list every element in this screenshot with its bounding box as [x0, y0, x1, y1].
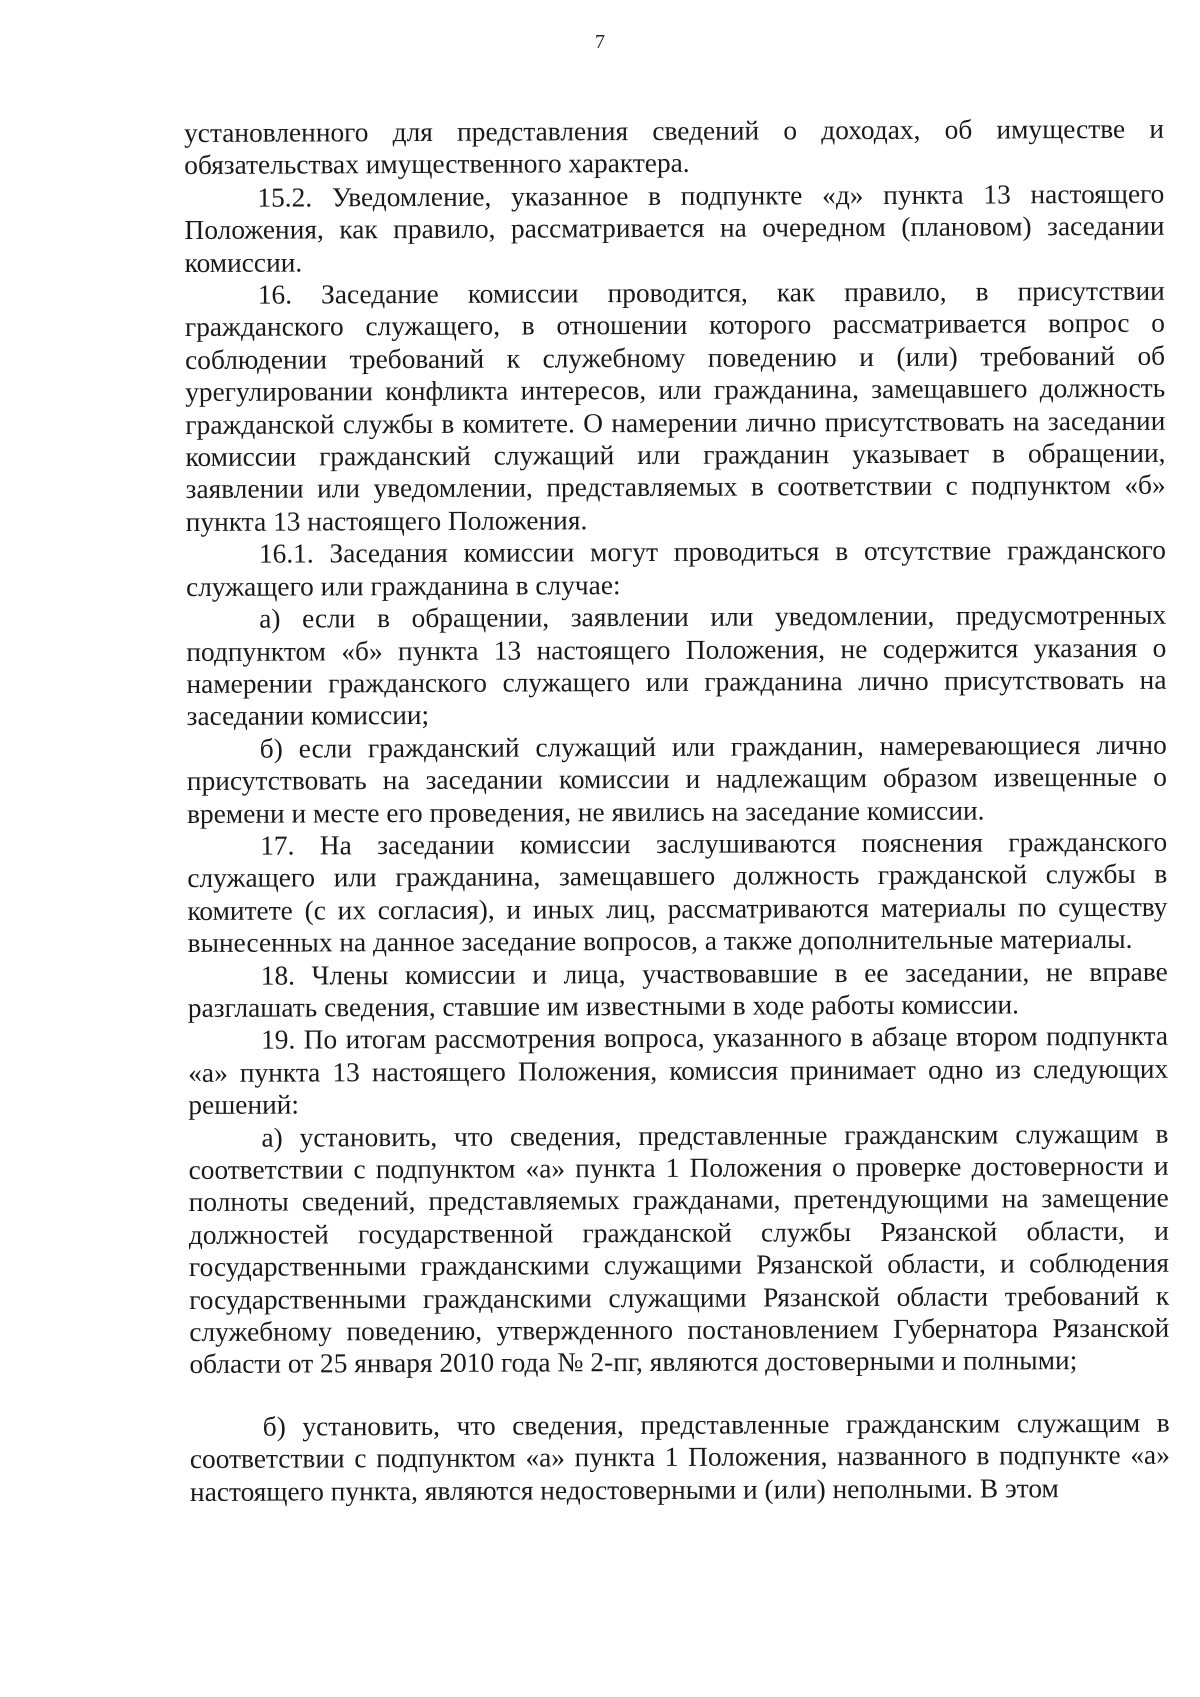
- page-number: 7: [595, 31, 605, 53]
- paragraph-16-1-a: а) если в обращении, заявлении или уведомлении, предусмотренных подпунктом «б» пункта 13 настоящего Положения, не содержится указания о намерении гражданского служащего или гражданина лично присутствовать на заседании комиссии;: [186, 599, 1167, 732]
- paragraph-16-1: 16.1. Заседания комиссии могут проводиться в отсутствие гражданского служащего или гражданина в случае:: [185, 535, 1166, 602]
- paragraph-19-b: б) установить, что сведения, представленные гражданским служащим в соответствии с подпунктом «а» пункта 1 Положения, названного в подпункте «а» настоящего пункта, являются недостоверными и (или) неполными. В этом: [189, 1407, 1170, 1507]
- paragraph-continuation: установленного для представления сведений о доходах, об имуществе и обязательствах имущественного характера.: [184, 113, 1165, 181]
- paragraph-18: 18. Члены комиссии и лица, участвовавшие в ее заседании, не вправе разглашать сведения, ставшие им известными в ходе работы комиссии.: [187, 956, 1168, 1023]
- paragraph-16: 16. Заседание комиссии проводится, как правило, в присутствии гражданского служащего, в отношении которого рассматривается вопрос о соблюдении требований к служебному поведению и (или) требований об урегулировании конфликта интересов, или гражданина, замещавшего должность гражданской службы в комитете. О намерении лично присутствовать на заседании комиссии гражданский служащий или гражданин указывает в обращении, заявлении или уведомлении, представляемых в соответствии с подпунктом «б» пункта 13 настоящего Положения.: [184, 275, 1166, 537]
- paragraph-16-1-b: б) если гражданский служащий или гражданин, намеревающиеся лично присутствовать на заседании комиссии и надлежащим образом извещенные о времени и месте его проведения, не явились на заседание комиссии.: [186, 729, 1167, 829]
- paragraph-19: 19. По итогам рассмотрения вопроса, указанного в абзаце втором подпункта «а» пункта 13 настоящего Положения, комиссия принимает одно из следующих решений:: [188, 1021, 1169, 1121]
- paragraph-15-2: 15.2. Уведомление, указанное в подпункте «д» пункта 13 настоящего Положения, как правило, рассматривается на очередном (плановом) заседании комиссии.: [184, 178, 1165, 278]
- document-body: [184, 113, 1170, 1508]
- paragraph-17: 17. На заседании комиссии заслушиваются пояснения гражданского служащего или гражданина, замещавшего должность гражданской службы в комитете (с их согласия), и иных лиц, рассматриваются материалы по существу вынесенных на данное заседание вопросов, а также дополнительные материалы.: [187, 826, 1168, 959]
- paragraph-19-a: а) установить, что сведения, представленные гражданским служащим в соответствии с подпунктом «а» пункта 1 Положения о проверке достоверности и полноты сведений, представляемых гражданами, претендующими на замещение должностей государственной гражданской службы Рязанской области, и государственными гражданскими служащими Рязанской области, и соблюдения государственными гражданскими служащими Рязанской области требований к служебному поведению, утвержденного постановлением Губернатора Рязанской области от 25 января 2010 года № 2-пг, являются достоверными и полными;: [188, 1118, 1170, 1380]
